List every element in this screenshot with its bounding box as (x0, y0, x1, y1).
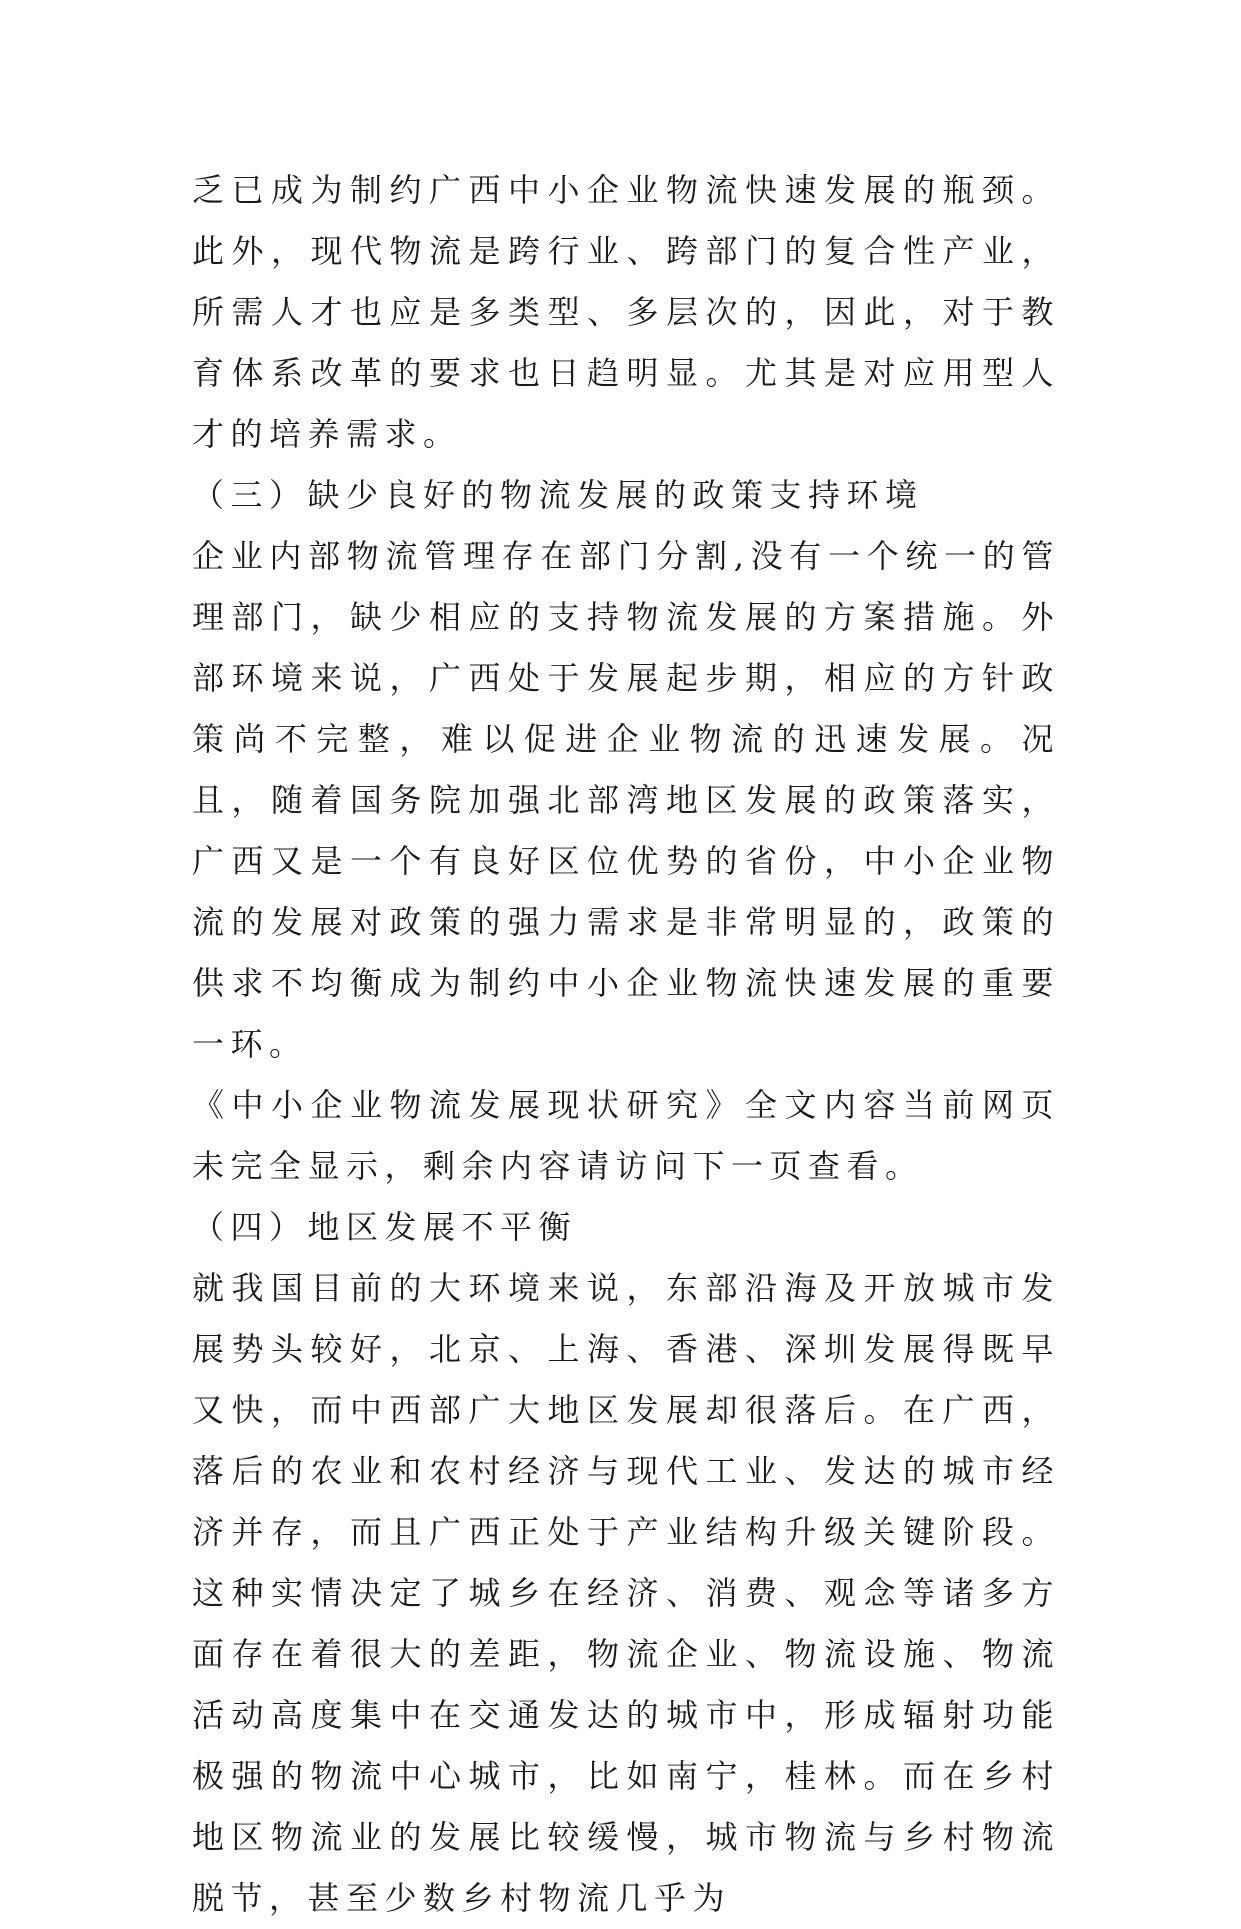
paragraph-continue-notice: 《中小企业物流发展现状研究》全文内容当前网页未完全显示，剩余内容请访问下一页查看。 (192, 1086, 1060, 1185)
section-heading-4: （四）地区发展不平衡 (192, 1208, 578, 1246)
document-page (192, 160, 1060, 1929)
paragraph-talent-shortage: 乏已成为制约广西中小企业物流快速发展的瓶颈。此外，现代物流是跨行业、跨部门的复合性产业，所需人才也应是多类型、多层次的，因此，对于教育体系改革的要求也日趋明显。尤其是对应用型人才的培养需求。 (192, 171, 1060, 453)
paragraph-policy-environment: 企业内部物流管理存在部门分割,没有一个统一的管理部门，缺少相应的支持物流发展的方案措施。外部环境来说，广西处于发展起步期，相应的方针政策尚不完整，难以促进企业物流的迅速发展。况且，随着国务院加强北部湾地区发展的政策落实，广西又是一个有良好区位优势的省份，中小企业物流的发展对政策的强力需求是非常明显的，政策的供求不均衡成为制约中小企业物流快速发展的重要一环。 (192, 537, 1060, 1063)
paragraph-regional-imbalance: 就我国目前的大环境来说，东部沿海及开放城市发展势头较好，北京、上海、香港、深圳发展得既早又快，而中西部广大地区发展却很落后。在广西，落后的农业和农村经济与现代工业、发达的城市经济并存，而且广西正处于产业结构升级关键阶段。这种实情决定了城乡在经济、消费、观念等诸多方面存在着很大的差距，物流企业、物流设施、物流活动高度集中在交通发达的城市中，形成辐射功能极强的物流中心城市，比如南宁，桂林。而在乡村地区物流业的发展比较缓慢，城市物流与乡村物流脱节，甚至少数乡村物流几乎为 (192, 1269, 1060, 1917)
section-heading-3: （三）缺少良好的物流发展的政策支持环境 (192, 476, 924, 514)
